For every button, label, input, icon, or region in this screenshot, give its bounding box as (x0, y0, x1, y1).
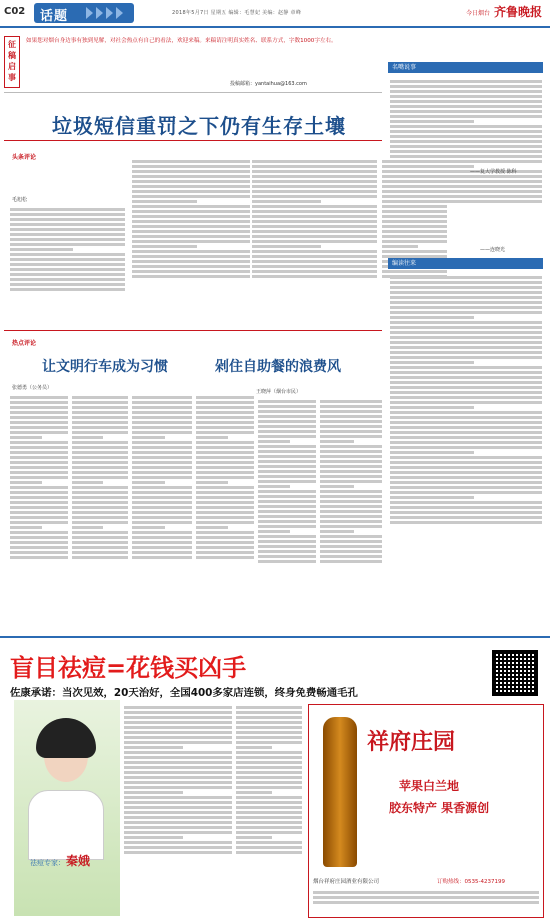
author-name: 毛旭松 (12, 197, 28, 203)
sidebar-sign-2: ——连晓光 (480, 247, 506, 253)
article-column-8 (196, 394, 254, 630)
chevron-icon (116, 7, 123, 19)
expert-label: 祛痘专家： (30, 859, 65, 867)
headline-2: 让文明行车成为习惯 (42, 359, 168, 375)
section-pill (34, 3, 134, 23)
ad-text-2 (236, 704, 302, 914)
ad-subtitle: 佐康承诺：当次见效，20天治好，全国400多家店连锁，终身免费畅通毛孔 (10, 687, 358, 699)
notice-label: 征稿启事 (4, 36, 20, 88)
notice-email: 投稿邮箱：yantaihua@163.com (230, 81, 307, 87)
author-3: 张德勇（公务员） (12, 385, 53, 391)
article-column-3 (252, 158, 377, 328)
notice-text: 如果您对烟台身边事有独到见解，对社会热点有自己的看法，欢迎来稿。来稿请注明真实姓名、联系方式，字数1000字左右。 (26, 38, 337, 44)
author-4: 王晓萍（烟台市民） (256, 389, 302, 395)
divider (4, 330, 382, 331)
brand-small: 今日烟台 (465, 10, 490, 17)
wine-brand: 祥府庄园 (367, 729, 456, 755)
ad-divider (0, 636, 550, 638)
box-title-celebrity: 名嘴说事 (388, 62, 543, 73)
divider (4, 140, 382, 141)
main-headline: 垃圾短信重罚之下仍有生存土壤 (52, 114, 346, 138)
hot-commentary-label: 热点评论 (12, 340, 37, 347)
article-column-2 (132, 158, 250, 328)
section-title: 话题 (40, 9, 69, 24)
chevron-icon (106, 7, 113, 19)
wine-slogan-2: 胶东特产 果香源创 (389, 801, 490, 815)
expert-name: 秦娥 (66, 854, 91, 868)
article-column-1 (10, 206, 125, 328)
sidebar-text-1 (390, 78, 542, 256)
page-number: C02 (4, 6, 26, 17)
article-column-7 (132, 394, 192, 630)
article-column-9 (258, 398, 316, 630)
chevron-icon (86, 7, 93, 19)
chevron-icon (96, 7, 103, 19)
dateline: 2018年5月7日 星期五 编辑：毛慧妃 美编：赵静 章峰 (172, 10, 302, 16)
bottle-icon (323, 717, 357, 867)
wine-address-text (313, 889, 539, 915)
wine-company: 烟台祥府庄园酒业有限公司 (313, 879, 380, 885)
coat-shape (28, 790, 104, 860)
wine-ad (308, 704, 544, 918)
qr-code[interactable] (492, 650, 538, 696)
ad-text-1 (124, 704, 232, 914)
commentary-label: 头条评论 (12, 154, 37, 161)
ad-photo (14, 700, 120, 916)
box-title-readers: 编读往来 (388, 258, 543, 269)
wine-phone: 订购热线：0535-4237199 (437, 879, 505, 885)
divider (4, 92, 382, 93)
headline-3: 剁住自助餐的浪费风 (215, 359, 341, 375)
article-column-5 (10, 394, 68, 630)
wine-slogan-1: 苹果白兰地 (399, 779, 460, 793)
newspaper-logo: 齐鲁晚报 (493, 5, 542, 19)
article-column-6 (72, 394, 128, 630)
ad-title: 盲目祛痘=花钱买凶手 (10, 653, 247, 682)
sidebar-text-2 (390, 274, 542, 626)
sidebar-sign-1: ——复大学教授 陈科 (470, 169, 517, 175)
article-column-10 (320, 398, 382, 630)
hair-shape (36, 718, 96, 758)
